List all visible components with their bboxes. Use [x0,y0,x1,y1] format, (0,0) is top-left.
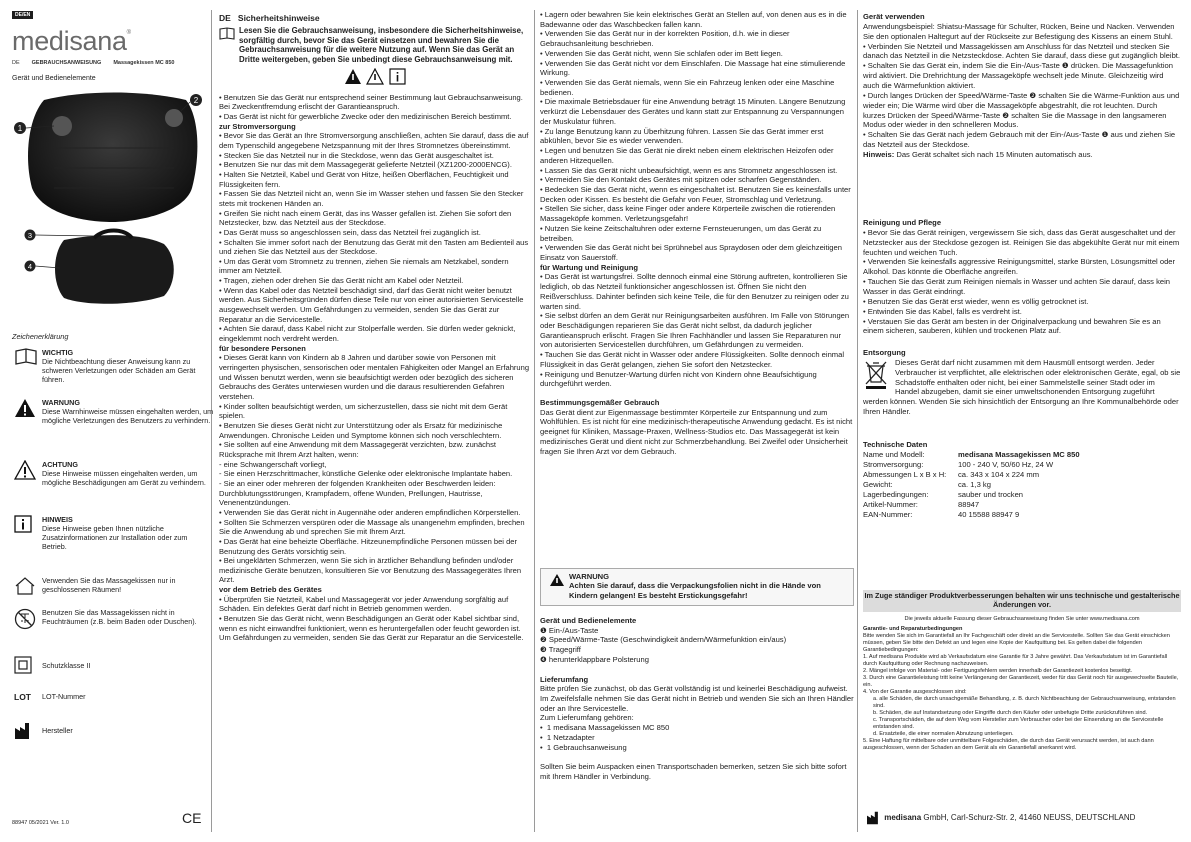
ce-mark-icon: CE [182,810,202,826]
info-icon [14,515,32,533]
list-item: • Zu lange Benutzung kann zu Überhitzung führen. Lassen Sie das Gerät immer erst abkühlen, bevor Sie es wieder verwenden. [540,126,824,146]
list-item: • Stellen Sie sicher, dass keine Finger oder andere Körperteile zwischen die rotierenden Massageköpfe kommen. Verletzungsgefahr! [540,204,836,224]
safety-column-continued [540,10,854,456]
manual-book-icon [14,348,38,366]
warranty-item: a. alle Schäden, die durch unsachgemäße Behandlung, z. B. durch Nichtbeachtung der Gebrauchsanweisung, entstanden sind. [873,695,1176,709]
subsection-heading: Bestimmungsgemäßer Gebrauch [540,398,660,408]
manual-book-icon [219,27,235,40]
warranty-item: 4. Von der Garantie ausgeschlossen sind: [863,688,967,695]
subsection-heading: für Wartung und Reinigung [540,262,638,272]
massage-cushion-image [14,88,210,228]
usage-column: Gerät verwenden Anwendungsbeispiel: Shiatsu-Massage für Schulter, Rücken, Beine und Nacken. Verwenden Sie den optionalen Haltegurt auf der Rückseite zur Befestigung des Kissens an einem Stuhl. • Verbinden Sie Netzteil und Massagekissen am Anschluss für das Netzteil und stecken Sie danach das Netzteil in die Netzsteckdose. Achten Sie darauf, dass diese gut zugänglich bleibt. • Schalten Sie das Gerät ein, indem Sie die Ein-/Aus-Taste ❶ drücken. Die Massagefunktion wird aktiviert. Die Drehrichtung der Massageköpfe wechselt jede Minute. Gleichzeitig wird auch die Wärmefunktion aktiviert. • Durch langes Drücken der Speed/Wärme-Taste ❷ schalten Sie die Wärme-Funktion aus und wieder ein; Die Wärme wird über die Massageköpfe abgestrahlt, die rot leuchten. Durch kurzes Drücken der Speed/Wärme-Taste ❷ schalten Sie die Massage in den langsameren Modus oder wieder in den schnelleren Modus. • Schalten Sie das Gerät nach jedem Gebrauch mit der Ein-/Aus-Taste ❶ aus und ziehen Sie das Netzteil aus der Steckdose. Hinweis: Das Gerät schaltet sich nach 15 Minuten automatisch aus. [863,12,1181,160]
safety-icons [219,68,530,89]
list-item: • Benutzen Sie das Gerät nicht, wenn Beschädigungen an Gerät oder Kabel sichtbar sind, wenn es nicht einwandfrei funktioniert, wenn es heruntergefallen oder feucht geworden ist. Um Gefährdungen zu vermeiden, senden Sie das Gerät zur Reparatur an die Servicestelle. [219,614,524,643]
factory-icon [14,722,34,740]
svg-text:4: 4 [27,262,33,271]
doc-code: 88947 05/2021 Ver. 1.0 [12,820,69,826]
list-item: • Verwenden Sie das Gerät nicht vor dem Einschlafen. Die Massage hat eine stimulierende Wirkung. [540,58,846,78]
list-item: • Vermeiden Sie den Kontakt des Gerätes mit spitzen oder scharfen Gegenständen. [540,175,822,185]
list-item: Das Gerät dient zur Eigenmassage bestimmter Körperteile zur Entspannung und zum Wohlfühlen. Es ist nicht für eine medizinisch-therapeutische Anwendung gedacht. Es ist nicht geeignet für Kliniken, Massage-Praxen, Wellness-Studios etc. Das Massagegerät ist kein medizinisches Gerät und dient nicht zur Schmerzbehandlung. Bei Zweifel oder Unsicherheit fragen Sie Ihren Arzt vor dem Gebrauch. [540,407,853,456]
subsection-heading: vor dem Betrieb des Gerätes [219,585,322,595]
parts-section: Gerät und Bedienelemente ❶ Ein-/Aus-Taste ❷ Speed/Wärme-Taste (Geschwindigkeit ändern/Wärmefunktion ein/aus) ❸ Tragegriff ❹ herunterklappbare Polsterung Lieferumfang Bitte prüfen Sie zunächst, ob das Gerät vollständig ist und keinerlei Beschädigung aufweist. Im Zweifelsfalle nehmen Sie das Gerät nicht in Betrieb und wenden Sie sich an Ihren Händler oder an Ihre Servicestelle. Zum Lieferumfang gehören: • 1 medisana Massagekissen MC 850 • 1 Netzadapter • 1 Gebrauchsanweisung Sollten Sie beim Auspacken einen Transportschaden bemerken, setzen Sie sich bitte sofort mit Ihrem Händler in Verbindung. [540,616,854,782]
svg-text:2: 2 [193,96,199,105]
list-item: • Reinigung und Benutzer-Wartung dürfen nicht von Kindern ohne Beaufsichtigung durchgeführt werden. [540,369,817,389]
list-item: • Sie sollten auf eine Anwendung mit dem Massagegerät verzichten, bzw. zunächst Rücksprache mit Ihrem Arzt halten, wenn: [219,440,497,459]
list-item: - Sie an einer oder mehreren der folgenden Krankheiten oder Beschwerden leiden: Durchblutungsstörungen, Krampfadern, offene Wunden, Prellungen, Hautrisse, Venenentzündungen. [219,478,496,508]
list-item: • Verwenden Sie das Gerät nicht bei Sprühnebel aus Spraydosen oder dem gleichzeitigen Einsatz von Sauerstoff. [540,243,842,262]
warranty-item: b. Schäden, die auf Instandsetzung oder Eingriffe durch den Käufer oder unbefugte Dritte zurückzuführen sind. [873,709,1148,716]
warranty-item: 2. Mängel infolge von Material- oder Fertigungsfehlern werden innerhalb der Garantiezeit kostenlos beseitigt. [863,667,1133,674]
caution-triangle-icon [14,460,36,480]
warranty-list [863,654,1181,752]
protection-class-2-icon [14,656,32,674]
list-item: • Das Gerät ist nicht für gewerbliche Zwecke oder den medizinischen Bereich bestimmt. [219,111,512,121]
list-item: • Bei ungeklärten Schmerzen, wenn Sie sich in ärztlicher Behandlung befinden und/oder medizinische Geräte benutzen, konsultieren Sie vor Benutzung des Massagegerätes Ihren Arzt. [219,556,522,585]
list-item: • Benutzen Sie das Gerät nur entsprechend seiner Bestimmung laut Gebrauchsanweisung. Bei Zweckentfremdung erlischt der Garantieanspruch. [219,92,523,112]
list-item: • Um das Gerät vom Stromnetz zu trennen, ziehen Sie niemals am Netzkabel, sondern immer am Netzteil. [219,256,509,276]
warranty-item: 3. Durch eine Garantieleistung tritt keine Verlängerung der Garantiezeit, weder für das Gerät noch für ausgewechselte Bauteile, ein. [863,674,1179,688]
warranty-section: Die jeweils aktuelle Fassung dieser Gebrauchsanweisung finden Sie unter www.medisana.com Garantie- und Reparaturbedingungen Bitte wenden Sie sich im Garantiefall an Ihr Fachgeschäft oder direkt an die Servicestelle. Sollten Sie das Gerät einschicken müssen, geben Sie bitte den Defekt an und legen eine Kopie der Kaufquittung bei. Es gelten dabei die folgenden Garantiebedingungen: 1. Auf medisana Produkte wird ab Verkaufsdatum eine Garantie für 3 Jahre gewährt. Das Verkaufsdatum ist im Garantiefall durch Kaufquittung oder Rechnung nachzuweisen. 2. Mängel infolge von Material- oder Fertigungsfehlern werden innerhalb der Garantiezeit kostenlos beseitigt. 3. Durch eine Garantieleistung tritt keine Verlängerung der Garantiezeit, weder für das Gerät noch für ausgewechselte Bauteile, ein. 4. Von der Garantie ausgeschlossen sind: a. alle Schäden, die durch unsachgemäße Behandlung, z. B. durch Nichtbeachtung der Gebrauchsanweisung, entstanden sind. b. Schäden, die auf Instandsetzung oder Eingriffe durch den Käufer oder unbefugte Dritte zurückzuführen sind. c. Transportschäden, die auf dem Weg vom Hersteller zum Verbraucher oder bei der Einsendung an die Servicestelle entstanden sind. d. Ersatzteile, die einer normalen Abnutzung unterliegen. 5. Eine Haftung für mittelbare oder unmittelbare Folgeschäden, die durch das Gerät verursacht werden, ist auch dann ausgeschlossen, wenn der Schaden an dem Gerät als ein Garantiefall anerkannt wird. [863,616,1181,752]
warranty-item: 5. Eine Haftung für mittelbare oder unmittelbare Folgeschäden, die durch das Gerät verursacht werden, ist auch dann ausgeschlossen, wenn der Schaden an dem Gerät als ein Garantiefall anerkannt wird. [863,737,1154,751]
list-item: • Kinder sollten beaufsichtigt werden, um sicherzustellen, dass sie nicht mit dem Gerät spielen. [219,401,508,421]
list-item: • Das Gerät muss so angeschlossen sein, dass das Netzteil frei zugänglich ist. [219,227,481,237]
legend-caption: Zeichenerklärung [12,332,69,341]
spacer [540,389,854,398]
list-item: - Sie einen Herzschrittmacher, künstliche Gelenke oder elektronische Implantate haben. [219,469,513,479]
subsection-heading: für besondere Personen [219,343,306,353]
list-item: • Verwenden Sie das Gerät niemals, wenn Sie ein Fahrzeug lenken oder eine Maschine bedienen. [540,78,835,97]
safety-title: DE Sicherheitshinweise [219,13,320,23]
list-item: • Das Gerät ist wartungsfrei. Sollte dennoch einmal eine Störung auftreten, kontrollieren Sie lediglich, ob das Netzteil funktionsicher angeschlossen ist. Öffnen Sie nicht den Reißverschluss. Dahinter befinden sich keine Teile, die für den Benutzer zu reinigen oder zu warten sind. [540,272,849,311]
list-item: • Verwenden Sie das Gerät nicht in Augennähe oder anderen empfindlichen Körperstellen. [219,507,521,517]
section-heading-device: Gerät und Bedienelemente [12,75,96,82]
warranty-item: c. Transportschäden, die auf dem Weg vom Hersteller zum Verbraucher oder bei der Einsendung an die Servicestelle entstanden sind. [873,716,1164,730]
warranty-item: 1. Auf medisana Produkte wird ab Verkaufsdatum eine Garantie für 3 Jahre gewährt. Das Verkaufsdatum ist im Garantiefall durch Kaufquittung oder Rechnung nachzuweisen. [863,653,1168,667]
warranty-item: d. Ersatzteile, die einer normalen Abnutzung unterliegen. [873,730,1014,737]
list-item: • Nutzen Sie keine Zeitschaltuhren oder externe Fernsteuerungen, um das Gerät zu betreiben. [540,223,822,243]
list-item: • Bedecken Sie das Gerät nicht, wenn es eingeschaltet ist. Benutzen Sie es keinesfalls unter Decken oder Kissen. Es besteht die Gefahr von Feuer, Stromschlag und Verletzung. [540,184,851,204]
list-item: • Halten Sie Netzteil, Kabel und Gerät von Hitze, heißen Oberflächen, Feuchtigkeit und Flüssigkeiten fern. [219,169,509,189]
list-item: • Achten Sie darauf, dass Kabel nicht zur Stolperfalle werden. Sie dürfen weder geknickt, eingeklemmt noch verdreht werden. [219,324,516,344]
warning-triangle-icon [14,398,36,418]
warning-box: WARNUNG Achten Sie darauf, dass die Verpackungsfolien nicht in die Hände von Kindern gelangen! Es besteht Erstickungsgefahr! [540,568,854,606]
improvement-notice: Im Zuge ständiger Produktverbesserungen behalten wir uns technische und gestalterische Änderungen vor. [863,590,1181,612]
list-item: • Dieses Gerät kann von Kindern ab 8 Jahren und darüber sowie von Personen mit verringerten physischen, sensorischen oder mentalen Fähigkeiten oder Mangel an Erfahrung und Wissen benutzt werden, wenn sie beaufsichtigt werden oder bezüglich des sicheren Gebrauchs des Gerätes unterwiesen wurden und die daraus resultierenden Gefahren verstehen. [219,353,530,402]
list-item: • Die maximale Betriebsdauer für eine Anwendung beträgt 15 Minuten. Längere Benutzung verkürzt die Lebensdauer des Gerätes und kann statt zur Entspannung zu Verspannungen der Muskulatur führen. [540,97,846,126]
list-item: • Überprüfen Sie Netzteil, Kabel und Massagegerät vor jeder Anwendung sorgfältig auf Schäden. Ein defektes Gerät darf nicht in Betrieb genommen werden. [219,594,509,614]
list-item: • Bevor Sie das Gerät an Ihre Stromversorgung anschließen, achten Sie darauf, dass die auf dem Typenschild angegebene Netzspannung mit der Ihres Stromnetzes übereinstimmt. [219,131,529,150]
safety-column [219,13,530,643]
list-item: • Sie selbst dürfen an dem Gerät nur Reinigungsarbeiten ausführen. Im Falle von Störungen oder Beschädigungen reparieren Sie das Gerät nicht selbst, da dadurch jeglicher Garantieanspruch erlischt. Fragen Sie Ihren Fachhändler und lassen Sie Reparaturen nur von autorisierten Servicestellen durchführen, um Gefährdungen zu vermeiden. [540,311,850,350]
brand-logo: medisana® [12,26,131,56]
weee-bin-icon [863,360,889,390]
warning-icons [344,68,406,86]
list-item: • Benutzen Sie dieses Gerät nicht zur Unterstützung oder als Ersatz für medizinische Anwendungen. Chronische Leiden und Symptome können sich noch verschlechtern. [219,420,503,440]
list-item: • Lagern oder bewahren Sie kein elektrisches Gerät an Stellen auf, von denen aus es in die Badewanne oder das Waschbecken fallen kann. [540,10,847,29]
svg-text:3: 3 [27,231,33,240]
language-tag: DE/EN [12,11,33,19]
list-item: • Tauchen Sie das Gerät nicht in Wasser oder andere Flüssigkeiten. Sollte dennoch einmal Flüssigkeit in das Gerät gelangen, ziehen Sie sofort den Netzstecker. [540,350,845,369]
list-item: • Das Gerät hat eine beheizte Oberfläche. Hitzeunempfindliche Personen müssen bei der Benutzung des Geräts vorsichtig sein. [219,536,517,556]
column-divider [857,10,858,832]
list-item: • Benutzen Sie nur das mit dem Massagegerät gelieferte Netzteil (XZ1200-2000ENCG). [219,160,512,170]
list-item: • Greifen Sie nicht nach einem Gerät, das ins Wasser gefallen ist. Ziehen Sie sofort den Netzstecker, bzw. das Netzteil aus der Steckdose. [219,208,512,228]
safety-intro: Lesen Sie die Gebrauchsanweisung, insbesondere die Sicherheitshinweise, sorgfältig durch, bevor Sie das Gerät einsetzen und bewahren Sie die Gebrauchsanweisung für die weitere Nutzung auf. Wenn Sie das Gerät an Dritte weitergeben, geben Sie unbedingt diese Gebrauchsanweisung mit. [219,26,530,65]
safety-list-continued [540,10,854,456]
cushion-back-image [24,228,184,308]
lot-icon: LOT [14,692,31,702]
doc-subtitle: DE GEBRAUCHSANWEISUNG Massagekissen MC 850 [12,60,175,66]
list-item: • Schalten Sie immer sofort nach der Benutzung das Gerät mit den Tasten am Bedienteil aus und ziehen Sie das Netzteil aus der Steckdose. [219,237,529,257]
list-item: • Lassen Sie das Gerät nicht unbeaufsichtigt, wenn es ans Stromnetz angeschlossen ist. [540,165,838,175]
warning-triangle-icon [549,573,565,587]
svg-text:1: 1 [17,124,23,133]
list-item: • Sollten Sie Schmerzen verspüren oder die Massage als unangenehm empfinden, brechen Sie die Anwendung ab und sprechen Sie mit Ihrem Arzt. [219,517,525,537]
list-item: • Tragen, ziehen oder drehen Sie das Gerät nicht am Kabel oder Netzteil. [219,276,464,286]
list-item: • Legen und benutzen Sie das Gerät nie direkt neben einem elektrischen Heizofen oder anderen Hitzequellen. [540,146,834,165]
company-footer: medisana GmbH, Carl-Schurz-Str. 2, 41460 NEUSS, DEUTSCHLAND [866,811,1135,825]
list-item: • Verwenden Sie das Gerät nur in der korrekten Position, d.h. wie in dieser Gebrauchsanleitung beschrieben. [540,29,790,49]
safety-list [219,93,530,643]
no-shower-icon [14,608,36,630]
disposal-section: Entsorgung Dieses Gerät darf nicht zusammen mit dem Hausmüll entsorgt werden. Jeder Verbraucher ist verpflichtet, alle elektrischen oder elektronischen Geräte, egal, ob sie Schadstoffe enthalten oder nicht, bei einer Sammelstelle seiner Stadt oder im Handel abzugeben, damit sie einer umweltschonenden Entsorgung zugeführt werden können. Wenden Sie sich hinsichtlich der Entsorgung an Ihre Kommunalbehörde oder Ihren Händler. [863,348,1181,417]
factory-icon [866,811,882,825]
list-item: • Verwenden Sie das Gerät nicht, wenn Sie schlafen oder im Bett liegen. [540,48,783,58]
cleaning-section: Reinigung und Pflege • Bevor Sie das Gerät reinigen, vergewissern Sie sich, dass das Gerät ausgeschaltet und der Netzstecker aus der Steckdose gezogen ist. Reinigen Sie das abgekühlte Gerät nur mit einem feuchten und weichen Tuch. • Verwenden Sie keinesfalls aggressive Reinigungsmittel, starke Bürsten, Lösungsmittel oder Alkohol. Das könnte die Oberfläche angreifen. • Tauchen Sie das Gerät zum Reinigen niemals in Wasser und achten Sie darauf, dass kein Wasser in das Gerät eindringt. • Benutzen Sie das Gerät erst wieder, wenn es völlig getrocknet ist. • Entwinden Sie das Kabel, falls es verdreht ist. • Verstauen Sie das Gerät am besten in der Originalverpackung und bewahren Sie es an einem sicheren, sauberen, kühlen und trockenen Platz auf. [863,218,1180,336]
subsection-heading: zur Stromversorgung [219,121,296,131]
column-divider [534,10,535,832]
house-icon [14,576,36,596]
list-item: • Fassen Sie das Netzteil nicht an, wenn Sie im Wasser stehen und fassen Sie den Stecker stets mit trockenen Händen an. [219,189,524,208]
tech-specs: Technische Daten Name und Modell: medisana Massagekissen MC 850 Stromversorgung: 100 - 240 V, 50/60 Hz, 24 W Abmessungen L x B x H: ca. 343 x 104 x 224 mm Gewicht: ca. 1,3 kg Lagerbedingungen: sauber und trocken Artikel-Nummer: 88947 EAN-Nummer: 40 15588 88947 9 [863,440,1080,520]
list-item: • Stecken Sie das Netzteil nur in die Steckdose, wenn das Gerät ausgeschaltet ist. [219,150,494,160]
list-item: - eine Schwangerschaft vorliegt, [219,459,327,469]
list-item: • Wenn das Kabel oder das Netzteil beschädigt sind, darf das Gerät nicht weiter benutzt werden. Aus Sicherheitsgründen dürfen diese Teile nur von einer autorisierten Servicestelle ausgewechselt werden. Um Gefährdungen zu vermeiden, senden Sie das Gerät zur Reparatur an die Servicestelle. [219,285,524,324]
